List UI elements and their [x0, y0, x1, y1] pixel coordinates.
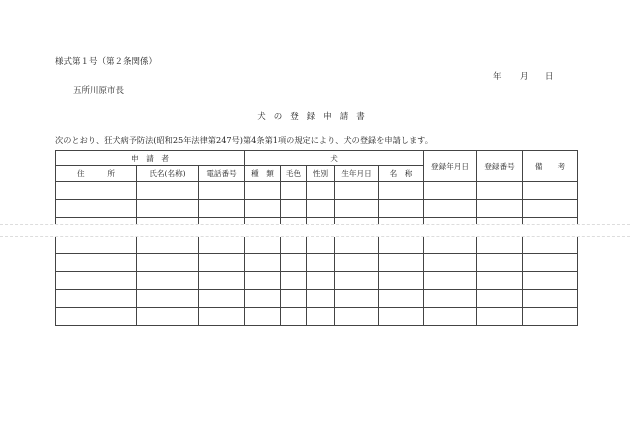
- header-birth-date: 生年月日: [335, 166, 379, 182]
- group-applicant: 申 請 者: [56, 151, 245, 166]
- table-row: [56, 182, 578, 200]
- addressee: 五所川原市長: [73, 86, 125, 96]
- date-year-label: 年: [493, 72, 502, 82]
- page-tear-divider: [0, 224, 630, 237]
- group-dog: 犬: [245, 151, 424, 166]
- header-registration-number: 登録番号: [477, 151, 523, 182]
- date-line: [493, 70, 554, 82]
- registration-table: [55, 150, 578, 326]
- form-number: 様式第１号（第２条関係）: [55, 57, 158, 67]
- date-month-label: 月: [520, 72, 529, 82]
- header-registration-date: 登録年月日: [424, 151, 477, 182]
- table-row: [56, 200, 578, 218]
- table-row: [56, 308, 578, 326]
- table-row: [56, 254, 578, 272]
- date-day-label: 日: [545, 72, 554, 82]
- header-coat-color: 毛色: [281, 166, 307, 182]
- table-row: [56, 272, 578, 290]
- header-name: 氏名(名称): [137, 166, 199, 182]
- header-breed: 種 類: [245, 166, 281, 182]
- table-row: [56, 290, 578, 308]
- application-statement: 次のとおり、狂犬病予防法(昭和25年法律第247号)第4条第1項の規定により、犬の登録を申請します。: [55, 135, 433, 145]
- header-remarks: 備 考: [523, 151, 578, 182]
- header-address: 住 所: [56, 166, 137, 182]
- header-phone: 電話番号: [199, 166, 245, 182]
- document-title: 犬の登録申請書: [257, 112, 373, 122]
- header-row-group: [56, 151, 578, 166]
- table-row: [56, 236, 578, 254]
- header-sex: 性別: [307, 166, 335, 182]
- header-dog-name: 名 称: [379, 166, 424, 182]
